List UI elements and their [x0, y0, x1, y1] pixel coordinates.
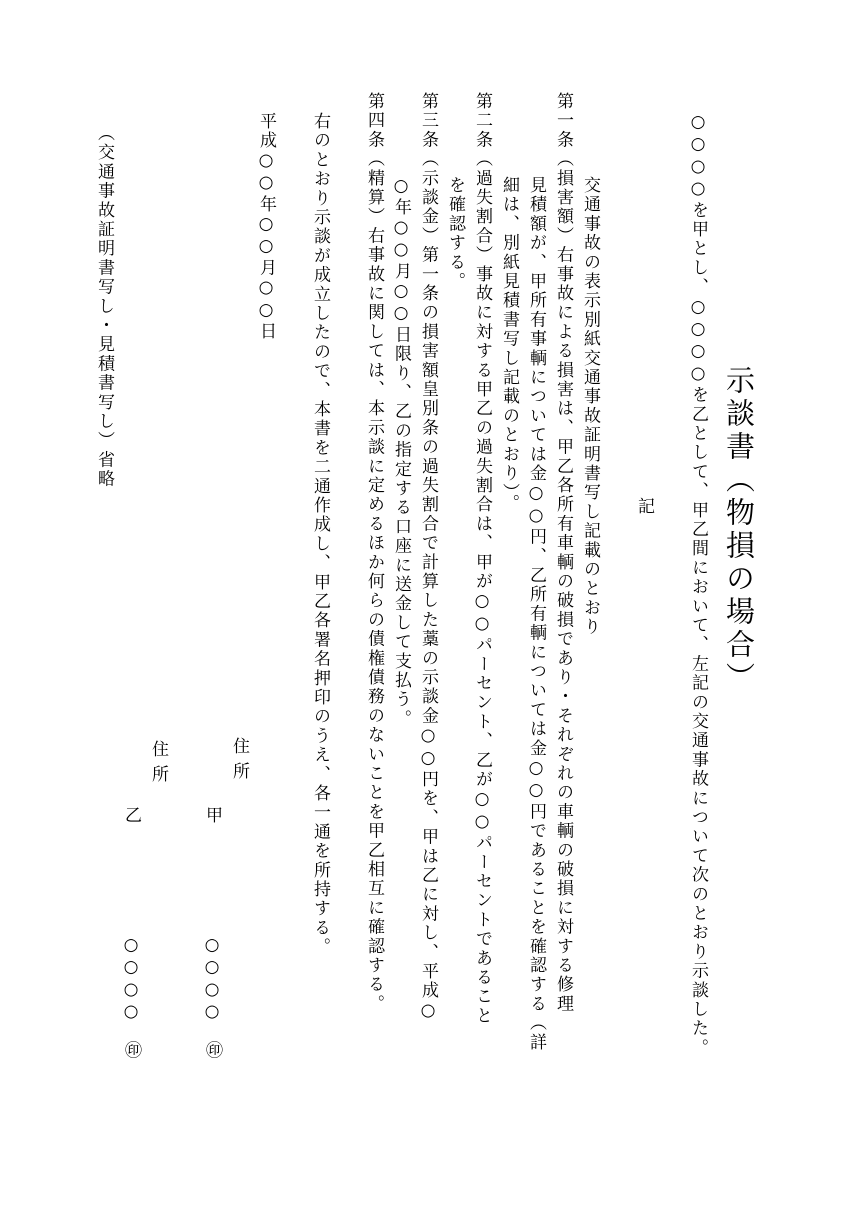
article-1-line-2: 見積額が、甲所有事輌については金○○円、乙所有輌については金○○円であることを確認する（詳: [526, 176, 546, 1052]
signatory-b-party: 乙: [121, 806, 141, 826]
article-2-line-2: を確認する。: [445, 176, 465, 292]
signatory-a-address-label: 住所: [229, 737, 249, 787]
closing-paragraph: 右のとおり示談が成立したので、本書を二通作成し、甲乙各署名押印のうえ、各一通を所持する。: [310, 112, 330, 957]
article-3-line-2: ○年○○月○○日限り、乙の指定する口座に送金して支払う。: [391, 176, 411, 729]
signatory-a-party: 甲: [202, 806, 222, 826]
article-2-line-1: 第二条（過失割合）事故に対する甲乙の過失割合は、甲が○○パーセント、乙が○○パーセントであること: [472, 92, 492, 1026]
document-date: 平成○○年○○月○○日: [256, 112, 276, 342]
signatory-b-seal: ㊞: [121, 1041, 141, 1061]
article-4: 第四条（精算）右事故に関しては、本示談に定めるほか何らの債権債務のないことを甲乙相互に確認する。: [364, 92, 384, 1014]
article-1-line-3: 細は、別紙見積書写し記載のとおり）。: [499, 176, 519, 514]
article-3-line-1: 第三条（示談金）第一条の損害額皇別条の過失割合で計算した藁の示談金○○円を、甲は乙に対し、平成○: [418, 92, 438, 1023]
signatory-a-seal: ㊞: [202, 1041, 222, 1061]
article-1-line-1: 第一条（損害額）右事故による損害は、甲乙各所有車輌の破損であり・それぞれの車輌の破損に対する修理: [553, 92, 573, 1014]
accident-reference: 交通事故の表示別紙交通事故証明書写し記載のとおり: [580, 176, 600, 637]
signatory-a-name: ○○○○: [202, 935, 222, 1024]
attachment-note: （交通事故証明書写し・見積書写し）省略: [94, 124, 114, 489]
signatory-b-name: ○○○○: [121, 935, 141, 1024]
signatory-b-address-label: 住所: [148, 740, 168, 790]
document-title: 示談書（物損の場合）: [722, 365, 756, 695]
ki-heading: 記: [634, 497, 654, 517]
intro-paragraph: ○○○○を甲とし、○○○○を乙として、甲乙間において、左記の交通事故について次のとおり示談した。: [688, 112, 708, 1058]
